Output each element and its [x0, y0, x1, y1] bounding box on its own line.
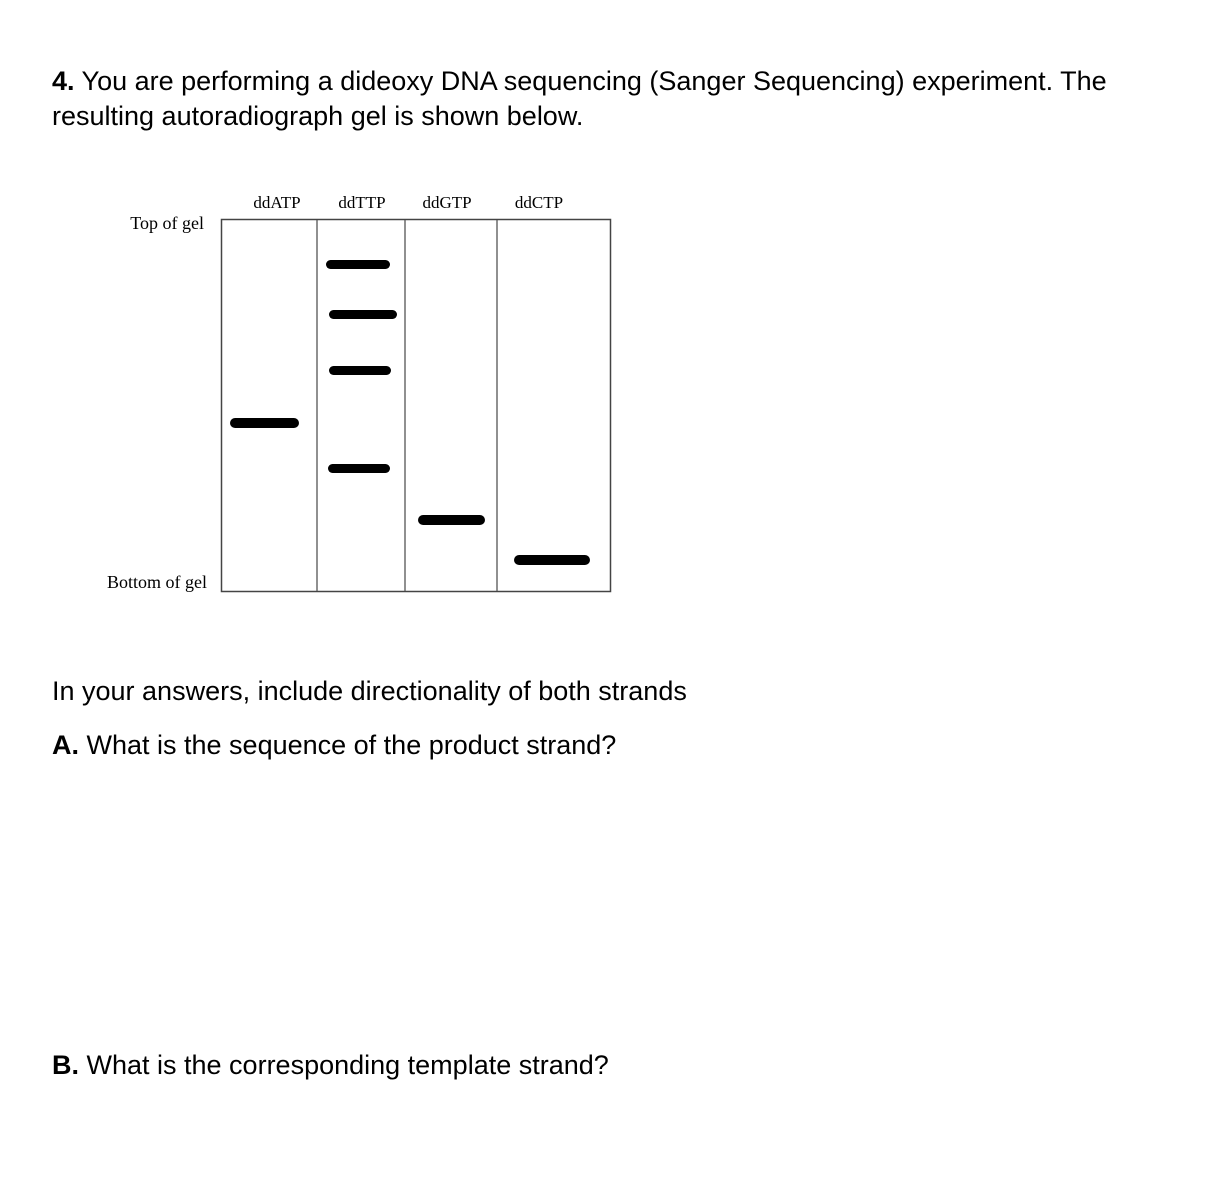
band-ddttp [329, 310, 397, 319]
part-b-text: What is the corresponding template strand? [79, 1050, 609, 1080]
part-a-label: A. [52, 730, 79, 760]
part-a-text: What is the sequence of the product strand? [79, 730, 617, 760]
top-of-gel-label: Top of gel [130, 213, 204, 233]
band-ddttp [329, 366, 391, 375]
bottom-of-gel-label: Bottom of gel [107, 572, 207, 592]
part-b-label: B. [52, 1050, 79, 1080]
instructions-text: In your answers, include directionality of both strands [52, 676, 687, 706]
band-ddttp [328, 464, 390, 473]
part-a-question [52, 728, 616, 763]
question-number: 4. [52, 66, 75, 96]
band-ddgtp [418, 515, 485, 525]
band-ddttp [326, 260, 390, 269]
question-body: You are performing a dideoxy DNA sequencing (Sanger Sequencing) experiment. The resulting autoradiograph gel is shown below. [52, 66, 1107, 131]
gel-outline [222, 220, 611, 592]
lane-label-ddctp: ddCTP [514, 193, 564, 212]
part-b-question [52, 1048, 609, 1083]
band-ddatp [230, 418, 299, 428]
band-ddctp [514, 555, 590, 565]
lane-label-ddgtp: ddGTP [422, 193, 472, 212]
lane-label-ddttp: ddTTP [338, 193, 386, 212]
lane-label-ddatp: ddATP [253, 193, 301, 212]
